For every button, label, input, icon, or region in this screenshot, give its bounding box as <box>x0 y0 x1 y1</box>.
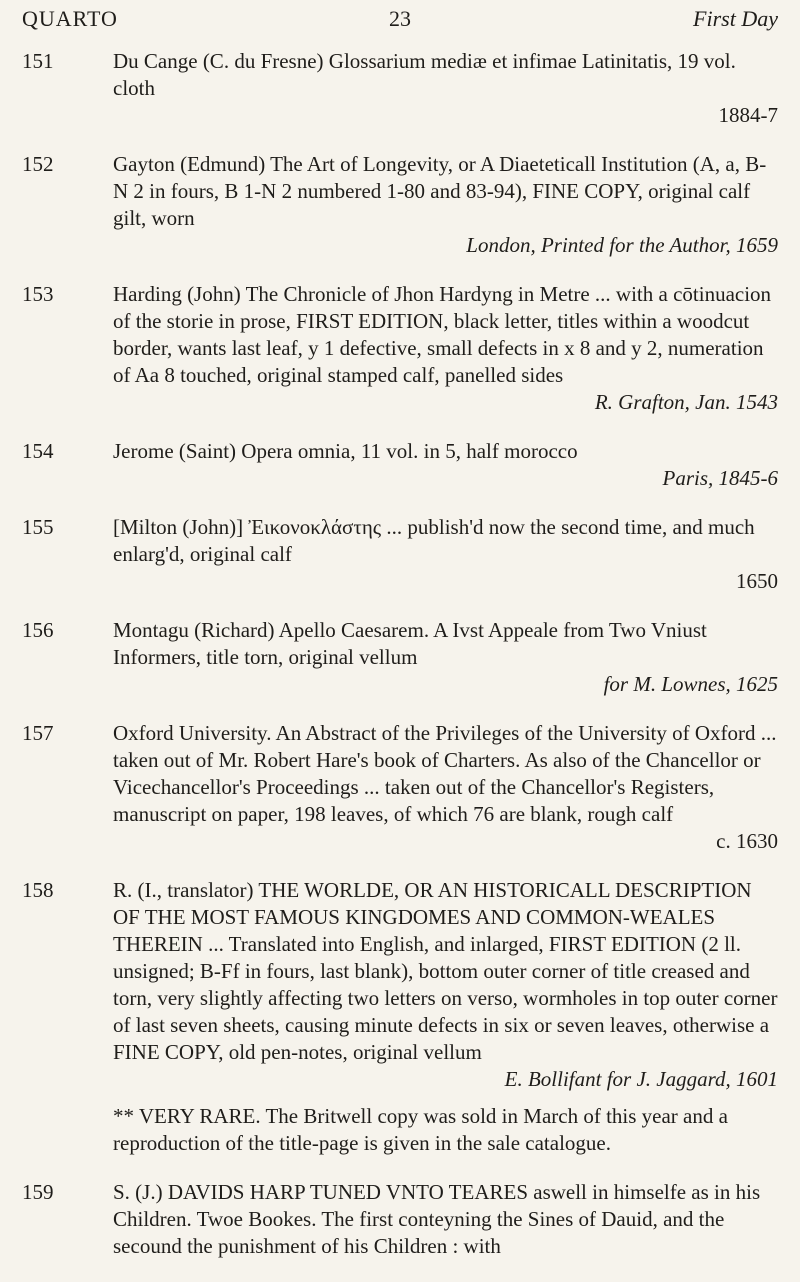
lot-imprint: 1650 <box>736 569 778 593</box>
header-sale-day: First Day <box>693 6 778 31</box>
lot-description: R. (I., translator) THE WORLDE, OR AN HISTORICALL DESCRIPTION OF THE MOST FAMOUS KINGDOMES AND COMMON-WEALES THEREIN ... Translated into English, and inlarged, FIRST EDITION (2 ll. unsigned; B-Ff in fours, last blank), bottom outer corner of title creased and torn, very slightly affecting two letters on verso, wormholes in top outer corner of last seven sheets, causing minute defects in six or seven leaves, otherwise a FINE COPY, old pen-notes, original vellum <box>113 878 778 1064</box>
lot-number: 155 <box>22 515 54 539</box>
lot-157 <box>0 720 800 855</box>
lot-151 <box>0 48 800 129</box>
lot-description: [Milton (John)] Ἐικονοκλάστης ... publish'd now the second time, and much enlarg'd, original calf <box>113 515 755 566</box>
lot-152 <box>0 151 800 259</box>
lot-description: Harding (John) The Chronicle of Jhon Hardyng in Metre ... with a cōtinuacion of the storie in prose, FIRST EDITION, black letter, titles within a woodcut border, wants last leaf, y 1 defective, small defects in x 8 and y 2, numeration of Aa 8 touched, original stamped calf, panelled sides <box>113 282 772 387</box>
lot-imprint: Paris, 1845-6 <box>662 466 778 490</box>
lot-imprint: London, Printed for the Author, 1659 <box>466 233 778 257</box>
lot-153 <box>0 281 800 416</box>
lot-number: 159 <box>22 1180 54 1204</box>
catalogue-entries <box>0 48 800 1282</box>
lot-description: S. (J.) DAVIDS HARP TUNED VNTO TEARES aswell in himselfe as in his Children. Twoe Bookes. The first conteyning the Sines of Dauid, and the secound the punishment of his Children : with <box>113 1180 761 1258</box>
lot-imprint: c. 1630 <box>716 829 778 853</box>
lot-155 <box>0 514 800 595</box>
lot-description: Oxford University. An Abstract of the Privileges of the University of Oxford ... taken out of Mr. Robert Hare's book of Charters. As also of the Chancellor or Vicechancellor's Proceedings ... taken out of the Chancellor's Registers, manuscript on paper, 198 leaves, of which 76 are blank, rough calf <box>113 721 777 826</box>
lot-number: 154 <box>22 439 54 463</box>
lot-number: 157 <box>22 721 54 745</box>
lot-159 <box>0 1179 800 1260</box>
lot-imprint: R. Grafton, Jan. 1543 <box>594 390 778 414</box>
lot-imprint: E. Bollifant for J. Jaggard, 1601 <box>504 1067 778 1091</box>
lot-imprint: for M. Lownes, 1625 <box>603 672 778 696</box>
lot-description: Du Cange (C. du Fresne) Glossarium mediæ et infimae Latinitatis, 19 vol. cloth <box>113 49 736 100</box>
running-header <box>22 6 778 40</box>
lot-158 <box>0 877 800 1157</box>
lot-number: 158 <box>22 878 54 902</box>
lot-number: 153 <box>22 282 54 306</box>
lot-imprint: 1884-7 <box>718 103 778 127</box>
lot-number: 152 <box>22 152 54 176</box>
lot-note: ** VERY RARE. The Britwell copy was sold in March of this year and a reproduction of the title-page is given in the sale catalogue. <box>113 1104 728 1155</box>
header-format: QUARTO <box>22 6 118 31</box>
lot-description: Montagu (Richard) Apello Caesarem. A Ivst Appeale from Two Vniust Informers, title torn, original vellum <box>113 618 707 669</box>
lot-156 <box>0 617 800 698</box>
lot-description: Gayton (Edmund) The Art of Longevity, or A Diaeteticall Institution (A, a, B-N 2 in fours, B 1-N 2 numbered 1-80 and 83-94), FINE COPY, original calf gilt, worn <box>113 152 767 230</box>
page-number: 23 <box>389 6 411 31</box>
lot-number: 156 <box>22 618 54 642</box>
lot-number: 151 <box>22 49 54 73</box>
lot-154 <box>0 438 800 492</box>
lot-description: Jerome (Saint) Opera omnia, 11 vol. in 5, half morocco <box>113 439 578 463</box>
